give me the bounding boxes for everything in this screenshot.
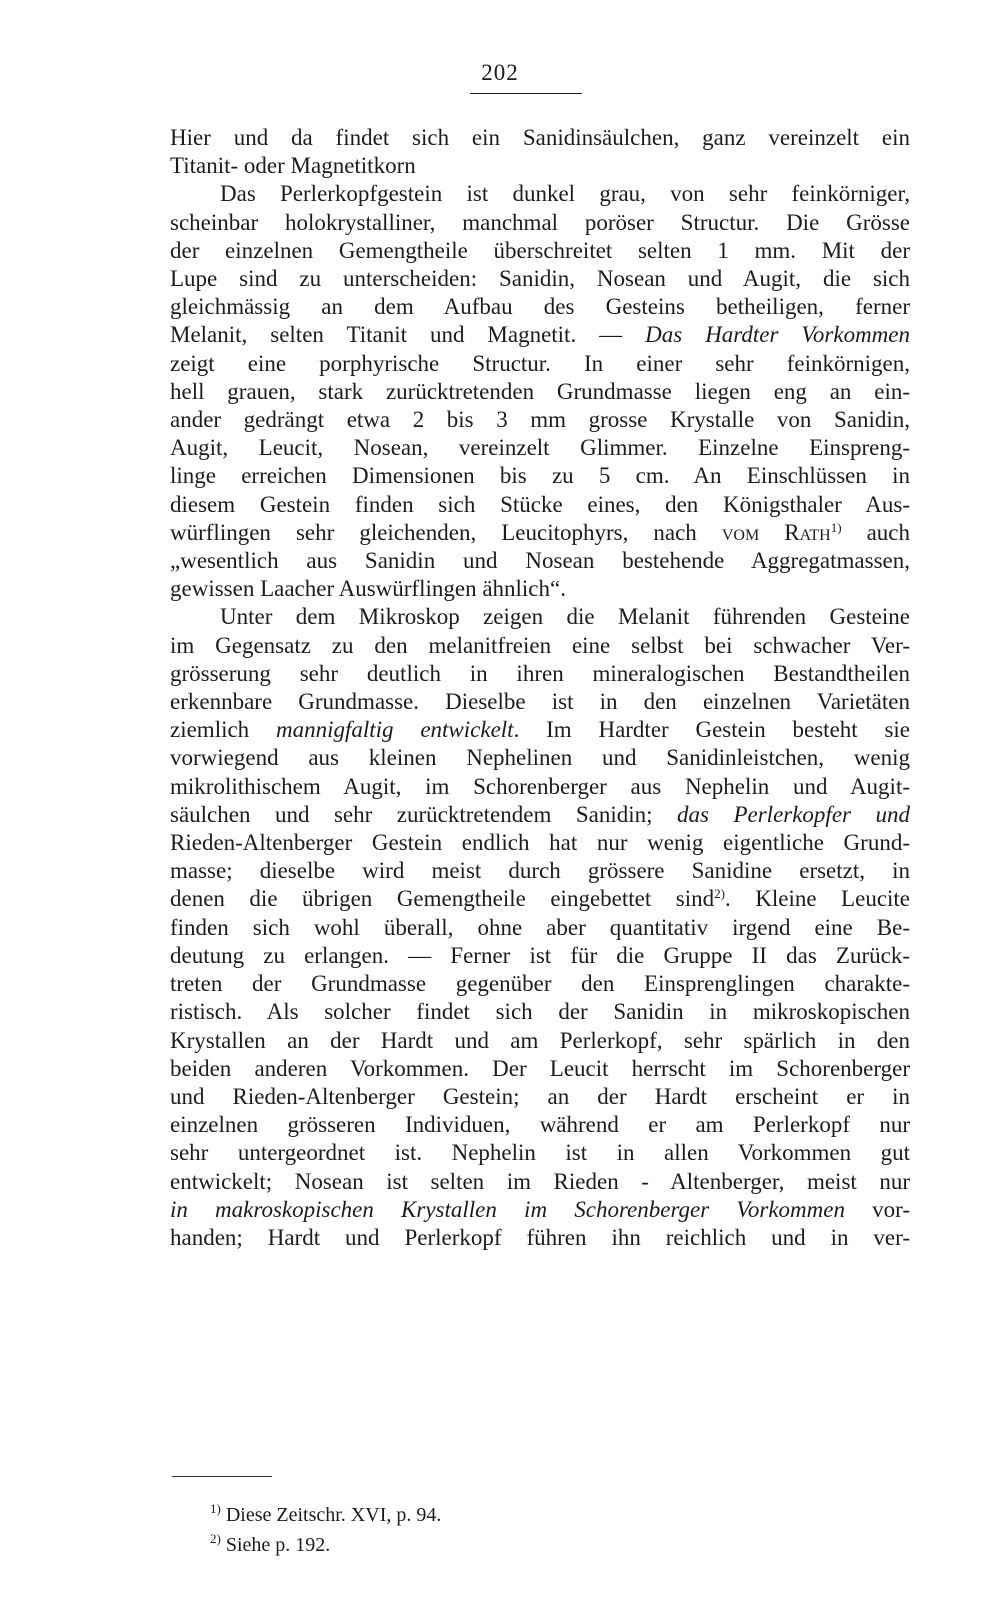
text-segment: . bbox=[724, 886, 756, 912]
italic-phrase: mannigfaltig entwickelt bbox=[275, 717, 514, 743]
text-line: ristisch. Als solcher findet sich der Sanidin in mikroskopischen bbox=[170, 999, 910, 1025]
text-segment: ziemlich bbox=[170, 717, 276, 743]
text-line: Unter dem Mikroskop zeigen die Melanit führenden Gesteine bbox=[220, 604, 910, 630]
footnote-ref: 1) bbox=[830, 519, 842, 535]
text-line: zeigt eine porphyrische Structur. In einer sehr feinkörnigen, bbox=[170, 350, 910, 376]
text-line bbox=[170, 716, 910, 744]
text-line bbox=[170, 321, 910, 349]
text-line: erkennbare Grundmasse. Dieselbe ist in den einzelnen Varietäten bbox=[170, 689, 910, 715]
text-line: Rieden-Altenberger Gestein endlich hat nur wenig eigentliche Grund- bbox=[170, 830, 910, 856]
text-line: sehr untergeordnet ist. Nephelin ist in allen Vorkommen gut bbox=[170, 1140, 910, 1166]
text-segment: denen die übrigen Gemengtheile eingebettet sind bbox=[170, 886, 715, 912]
text-line: der einzelnen Gemengtheile überschreitet selten 1 mm. Mit der bbox=[170, 237, 910, 263]
text-segment: vor- bbox=[844, 1196, 910, 1222]
text-line: Krystallen an der Hardt und am Perlerkopf, sehr spärlich in den bbox=[170, 1027, 910, 1053]
page-number: 202 bbox=[481, 60, 519, 85]
text-segment: würflingen sehr gleichenden, Leucitophyrs, nach bbox=[170, 519, 722, 545]
text-line: vorwiegend aus kleinen Nephelinen und Sanidinleistchen, wenig bbox=[170, 745, 910, 771]
text-line: treten der Grundmasse gegenüber den Einsprenglingen charakte- bbox=[170, 971, 910, 997]
text-line: hell grauen, stark zurücktretenden Grundmasse liegen eng an ein- bbox=[170, 378, 910, 404]
text-line: „wesentlich aus Sanidin und Nosean bestehende Aggregatmassen, bbox=[170, 548, 910, 574]
footnote-text: Diese Zeitschr. XVI, p. 94. bbox=[225, 1504, 442, 1526]
text-line: Augit, Leucit, Nosean, vereinzelt Glimmer. Einzelne Einspreng- bbox=[170, 435, 910, 461]
italic-phrase: das Perlerkopfer und bbox=[677, 801, 910, 827]
text-segment: . Im Hardter Gestein besteht sie bbox=[513, 717, 911, 743]
text-line: Lupe sind zu unterscheiden: Sanidin, Nosean und Augit, die sich bbox=[170, 266, 910, 292]
footnote-ref: 2) bbox=[714, 886, 725, 902]
footnote-1 bbox=[210, 1500, 441, 1530]
text-line: einzelnen grösseren Individuen, während er am Perlerkopf nur bbox=[170, 1112, 910, 1138]
text-line: beiden anderen Vorkommen. Der Leucit herrscht im Schorenberger bbox=[170, 1055, 910, 1081]
text-line: gewissen Laacher Auswürflingen ähnlich“. bbox=[170, 576, 566, 602]
footnotes bbox=[210, 1500, 441, 1560]
text-line: handen; Hardt und Perlerkopf führen ihn reichlich und in ver- bbox=[170, 1224, 910, 1250]
text-line: grösserung sehr deutlich in ihren mineralogischen Bestandtheilen bbox=[170, 660, 910, 686]
text-line bbox=[170, 519, 910, 547]
footnote-2 bbox=[210, 1530, 441, 1560]
text-line: im Gegensatz zu den melanitfreien eine selbst bei schwacher Ver- bbox=[170, 632, 910, 658]
text-line: und Rieden-Altenberger Gestein; an der Hardt erscheint er in bbox=[170, 1083, 910, 1109]
text-line: entwickelt; Nosean ist selten im Rieden - Altenberger, meist nur bbox=[170, 1168, 910, 1194]
footnote-mark: 2) bbox=[210, 1531, 221, 1546]
text-segment: auch bbox=[841, 519, 911, 545]
text-segment: säulchen und sehr zurücktretendem Sanidin; bbox=[170, 801, 678, 827]
text-line: Titanit- oder Magnetitkorn bbox=[170, 153, 416, 179]
page-number-rule bbox=[470, 93, 582, 94]
body-text bbox=[170, 124, 910, 1252]
text-line: Hier und da findet sich ein Sanidinsäulchen, ganz vereinzelt ein bbox=[170, 125, 910, 150]
text-line: masse; dieselbe wird meist durch grössere Sanidine ersetzt, in bbox=[170, 858, 910, 884]
text-line bbox=[170, 1196, 910, 1224]
text-line: Das Perlerkopfgestein ist dunkel grau, von sehr feinkörniger, bbox=[220, 181, 910, 207]
author-name: vom Rath bbox=[721, 519, 831, 545]
text-line: deutung zu erlangen. — Ferner ist für die Gruppe II das Zurück- bbox=[170, 942, 910, 968]
footnote-mark: 1) bbox=[210, 1501, 221, 1516]
text-line: diesem Gestein finden sich Stücke eines, den Königsthaler Aus- bbox=[170, 491, 910, 517]
italic-phrase: in makroskopischen Krystallen im Schorenberger Vorkommen bbox=[170, 1196, 845, 1222]
text-line bbox=[170, 885, 910, 913]
italic-phrase: Das Hardter Vorkommen bbox=[645, 322, 911, 348]
text-line bbox=[170, 801, 910, 829]
text-line: ander gedrängt etwa 2 bis 3 mm grosse Krystalle von Sanidin, bbox=[170, 407, 910, 433]
text-segment: Melanit, selten Titanit und Magnetit. — bbox=[170, 322, 646, 348]
footnote-text: Siehe p. 192. bbox=[225, 1534, 331, 1556]
text-line: gleichmässig an dem Aufbau des Gesteins betheiligen, ferner bbox=[170, 294, 910, 320]
text-line: scheinbar holokrystalliner, manchmal poröser Structur. Die Grösse bbox=[170, 209, 910, 235]
text-segment: Kleine Leucite bbox=[755, 886, 911, 912]
text-line: linge erreichen Dimensionen bis zu 5 cm. An Einschlüssen in bbox=[170, 463, 910, 489]
footnote-rule bbox=[172, 1476, 272, 1477]
text-line: finden sich wohl überall, ohne aber quantitativ irgend eine Be- bbox=[170, 914, 910, 940]
text-line: mikrolithischem Augit, im Schorenberger aus Nephelin und Augit- bbox=[170, 773, 910, 799]
